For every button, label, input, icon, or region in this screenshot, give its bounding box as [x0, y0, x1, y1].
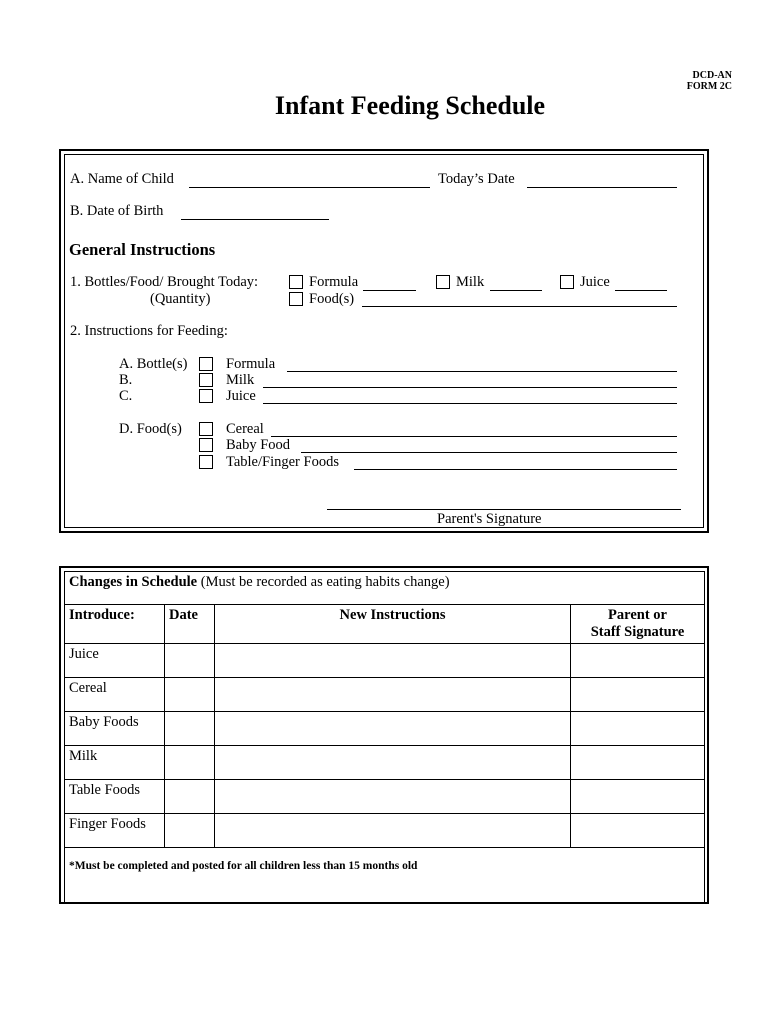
row-food-label: Finger Foods: [65, 814, 165, 848]
parent-signature-label: Parent's Signature: [437, 511, 542, 527]
juice-quantity-field[interactable]: [615, 290, 667, 291]
table-row: [65, 678, 705, 712]
changes-heading-note: (Must be recorded as eating habits change): [197, 574, 450, 590]
col-introduce-header: Introduce:: [65, 605, 165, 644]
foods-quantity-field[interactable]: [362, 306, 677, 307]
general-instructions-heading: General Instructions: [69, 240, 216, 259]
form-code-line-1: DCD-AN: [692, 70, 732, 81]
juice-checkbox[interactable]: [560, 275, 574, 289]
date-of-birth-field[interactable]: [181, 219, 329, 220]
quantity-label: (Quantity): [150, 291, 211, 307]
signature-cell[interactable]: [571, 814, 705, 848]
signature-cell[interactable]: [571, 678, 705, 712]
bottles-label: A. Bottle(s): [119, 356, 188, 372]
instructions-cell[interactable]: [215, 746, 571, 780]
table-row: [65, 746, 705, 780]
changes-table: [64, 571, 705, 904]
milk-quantity-field[interactable]: [490, 290, 542, 291]
foods-section-label: D. Food(s): [119, 421, 182, 437]
instructions-cell[interactable]: [215, 814, 571, 848]
signature-cell[interactable]: [571, 712, 705, 746]
changes-header-row: [65, 605, 705, 644]
instructions-cell[interactable]: [215, 712, 571, 746]
food-cereal-field[interactable]: [271, 436, 677, 437]
col-signature-header-line-2: Staff Signature: [590, 624, 685, 640]
table-row: [65, 712, 705, 746]
bottle-formula-label: Formula: [226, 356, 276, 372]
signature-cell[interactable]: [571, 644, 705, 678]
bottle-milk-field[interactable]: [263, 387, 677, 388]
col-date-header: Date: [165, 605, 215, 644]
brought-today-label: 1. Bottles/Food/ Brought Today:: [70, 274, 259, 290]
signature-cell[interactable]: [571, 746, 705, 780]
food-table-checkbox[interactable]: [199, 455, 213, 469]
food-baby-checkbox[interactable]: [199, 438, 213, 452]
foods-label: Food(s): [309, 291, 355, 307]
date-cell[interactable]: [165, 780, 215, 814]
formula-label: Formula: [309, 274, 359, 290]
bottle-juice-label: Juice: [226, 388, 256, 404]
date-cell[interactable]: [165, 678, 215, 712]
changes-heading: [65, 572, 705, 605]
row-food-label: Baby Foods: [65, 712, 165, 746]
instructions-for-feeding-label: 2. Instructions for Feeding:: [70, 323, 228, 339]
bottle-formula-checkbox[interactable]: [199, 357, 213, 371]
item-b-label: B.: [119, 372, 133, 388]
footnote-row: [65, 848, 705, 904]
name-of-child-field[interactable]: [189, 187, 430, 188]
changes-heading-row: [65, 572, 705, 605]
date-cell[interactable]: [165, 746, 215, 780]
form-code: [687, 70, 732, 92]
date-cell[interactable]: [165, 712, 215, 746]
parent-signature-field[interactable]: [327, 509, 681, 510]
food-cereal-checkbox[interactable]: [199, 422, 213, 436]
foods-checkbox[interactable]: [289, 292, 303, 306]
col-instructions-header: New Instructions: [215, 605, 571, 644]
form-code-line-2: FORM 2C: [686, 81, 732, 92]
table-row: [65, 780, 705, 814]
food-table-label: Table/Finger Foods: [226, 454, 339, 470]
instructions-cell[interactable]: [215, 644, 571, 678]
row-food-label: Cereal: [65, 678, 165, 712]
bottle-formula-field[interactable]: [287, 371, 677, 372]
food-baby-field[interactable]: [301, 452, 677, 453]
food-table-field[interactable]: [354, 469, 677, 470]
row-food-label: Milk: [65, 746, 165, 780]
col-signature-header-line-1: Parent or: [608, 607, 667, 623]
food-cereal-label: Cereal: [226, 421, 264, 437]
name-of-child-label: A. Name of Child: [70, 171, 174, 187]
milk-label: Milk: [456, 274, 485, 290]
row-food-label: Table Foods: [65, 780, 165, 814]
food-baby-label: Baby Food: [226, 437, 291, 453]
instructions-cell[interactable]: [215, 780, 571, 814]
table-row: [65, 644, 705, 678]
bottle-milk-label: Milk: [226, 372, 255, 388]
todays-date-field[interactable]: [527, 187, 677, 188]
bottle-milk-checkbox[interactable]: [199, 373, 213, 387]
date-cell[interactable]: [165, 644, 215, 678]
date-of-birth-label: B. Date of Birth: [70, 203, 164, 219]
date-cell[interactable]: [165, 814, 215, 848]
item-c-label: C.: [119, 388, 133, 404]
page-title: Infant Feeding Schedule: [274, 91, 546, 120]
formula-checkbox[interactable]: [289, 275, 303, 289]
table-row: [65, 814, 705, 848]
instructions-cell[interactable]: [215, 678, 571, 712]
bottle-juice-field[interactable]: [263, 403, 677, 404]
milk-checkbox[interactable]: [436, 275, 450, 289]
bottle-juice-checkbox[interactable]: [199, 389, 213, 403]
changes-heading-bold: Changes in Schedule: [69, 574, 198, 590]
footnote: *Must be completed and posted for all children less than 15 months old: [65, 848, 705, 904]
row-food-label: Juice: [65, 644, 165, 678]
signature-cell[interactable]: [571, 780, 705, 814]
col-signature-header: [571, 605, 705, 644]
juice-label: Juice: [580, 274, 610, 290]
formula-quantity-field[interactable]: [363, 290, 416, 291]
todays-date-label: Today’s Date: [438, 171, 515, 187]
